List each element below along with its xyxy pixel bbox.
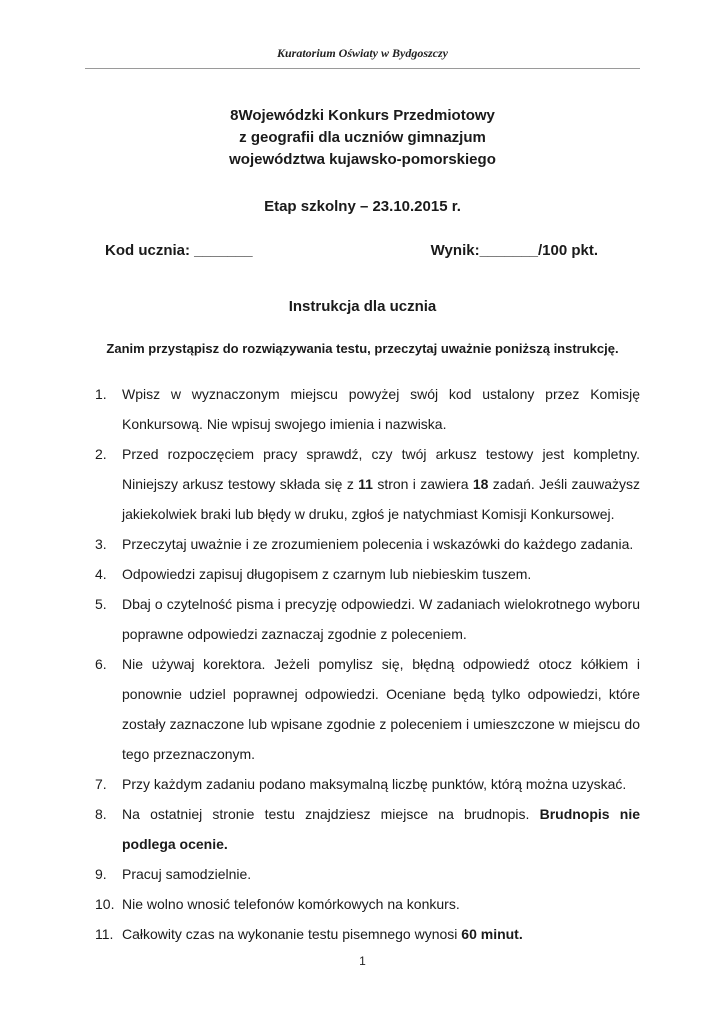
page-number: 1 — [359, 954, 366, 968]
instruction-text: zadań. Jeśli zauważysz jakiekolwiek braki lub błędy w druku, zgłoś je natychmiast Komisji Konkursowej. — [122, 476, 640, 522]
instruction-bold-text: 11 — [358, 476, 373, 492]
score-field: Wynik:_______/100 pkt. — [430, 242, 598, 259]
instructions-intro: Zanim przystąpisz do rozwiązywania testu, przeczytaj uważnie poniższą instrukcję. — [106, 341, 619, 356]
instruction-item — [85, 919, 640, 949]
instruction-item — [85, 859, 640, 889]
instruction-item — [85, 799, 640, 859]
header-divider — [85, 68, 640, 69]
instruction-bold-text: Brudnopis nie podlega ocenie. — [122, 806, 640, 852]
instruction-item — [85, 889, 640, 919]
instruction-text: Odpowiedzi zapisuj długopisem z czarnym lub niebieskim tuszem. — [122, 566, 532, 582]
stage-line: Etap szkolny – 23.10.2015 r. — [264, 198, 461, 215]
instruction-text: Wpisz w wyznaczonym miejscu powyżej swój kod ustalony przez Komisję Konkursową. Nie wpisuj swojego imienia i nazwiska. — [122, 386, 640, 432]
instruction-bold-text: 18 — [472, 476, 489, 492]
instruction-text: Przy każdym zadaniu podano maksymalną liczbę punktów, którą można uzyskać. — [122, 776, 627, 792]
instructions-heading: Instrukcja dla ucznia — [288, 298, 437, 315]
student-code-field: Kod ucznia: _______ — [105, 242, 253, 259]
instruction-item — [85, 589, 640, 649]
instruction-text: Całkowity czas na wykonanie testu pisemnego wynosi — [122, 926, 462, 942]
instruction-bold-text: 60 minut. — [461, 926, 523, 942]
instructions-list — [85, 379, 640, 949]
instruction-text: Nie używaj korektora. Jeżeli pomylisz się, błędną odpowiedź otocz kółkiem i ponownie udziel poprawnej odpowiedzi. Oceniane będą tylko odpowiedzi, które zostały zaznaczone lub wpisane zgodnie z poleceniem i umieszczone w miejscu do tego przeznaczonym. — [122, 656, 640, 762]
instruction-text: Nie wolno wnosić telefonów komórkowych na konkurs. — [122, 896, 460, 912]
title-block — [85, 105, 640, 171]
instruction-text: Przeczytaj uważnie i ze zrozumieniem polecenia i wskazówki do każdego zadania. — [122, 536, 634, 552]
instruction-item — [85, 439, 640, 529]
title-line-1: 8Wojewódzki Konkurs Przedmiotowy — [230, 107, 495, 124]
instruction-item — [85, 529, 640, 559]
instruction-text: Dbaj o czytelność pisma i precyzję odpowiedzi. W zadaniach wielokrotnego wyboru poprawne odpowiedzi zaznaczaj zgodnie z poleceniem. — [122, 596, 640, 642]
fields-row — [85, 241, 640, 261]
instruction-item — [85, 649, 640, 769]
instruction-text: Pracuj samodzielnie. — [122, 866, 252, 882]
instruction-text: stron i zawiera — [372, 476, 473, 492]
instruction-item — [85, 769, 640, 799]
instruction-item — [85, 559, 640, 589]
page-header — [85, 46, 640, 69]
title-line-3: województwa kujawsko-pomorskiego — [229, 151, 496, 168]
title-line-2: z geografii dla uczniów gimnazjum — [239, 129, 486, 146]
instruction-text: Na ostatniej stronie testu znajdziesz miejsce na brudnopis. — [122, 806, 540, 822]
header-institution: Kuratorium Oświaty w Bydgoszczy — [276, 46, 449, 60]
instruction-item — [85, 379, 640, 439]
instruction-text: Przed rozpoczęciem pracy sprawdź, czy twój arkusz testowy jest kompletny. Niniejszy arkusz testowy składa się z — [122, 446, 640, 492]
